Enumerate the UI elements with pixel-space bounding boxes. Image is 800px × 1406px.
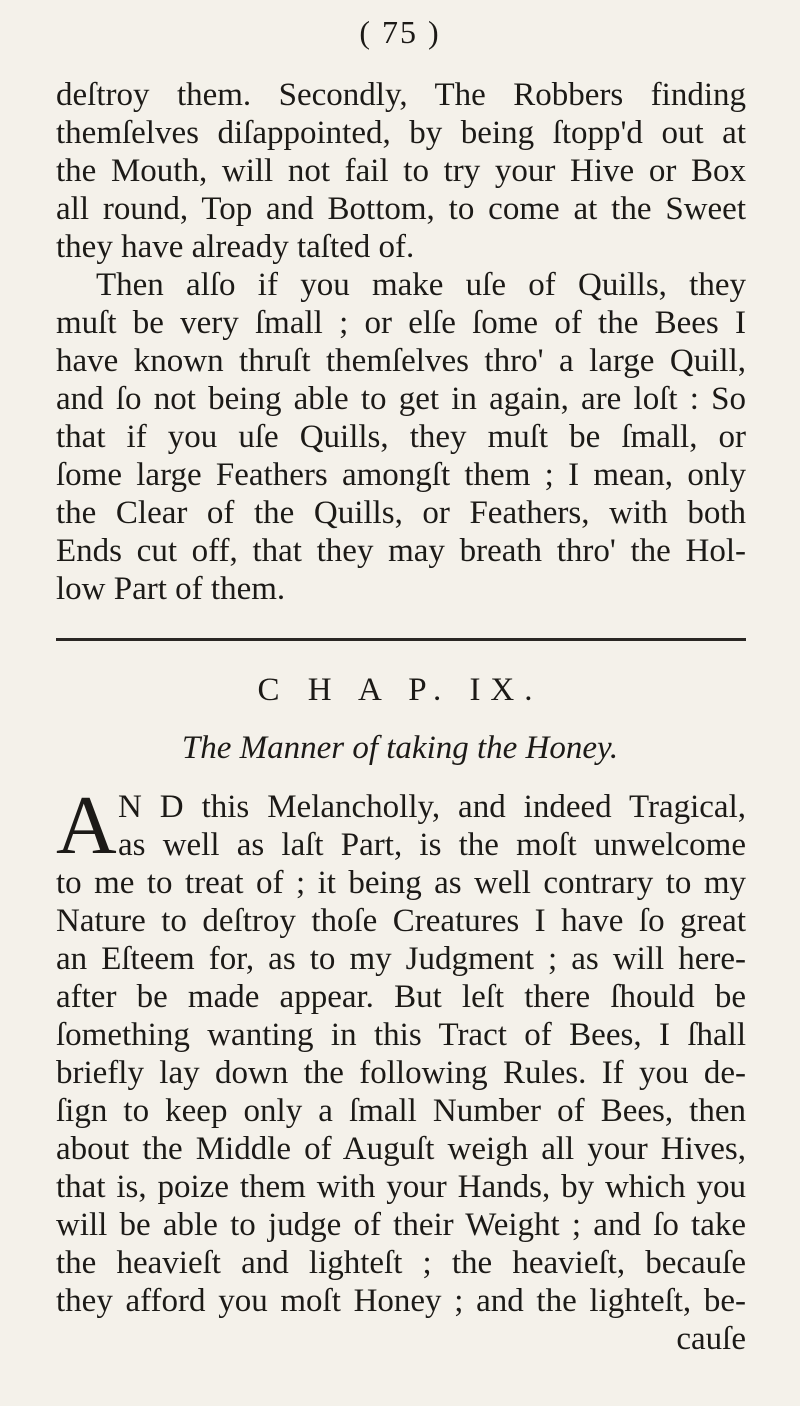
text-line: about the Middle of Auguſt weigh all your Hives, bbox=[56, 1131, 746, 1167]
text-line: an Eſteem for, as to my Judgment ; as will here- bbox=[56, 941, 746, 977]
text-line: muſt be very ſmall ; or elſe ſome of the Bees I bbox=[56, 305, 746, 341]
section-divider bbox=[56, 638, 746, 641]
text-line: will be able to judge of their Weight ; and ſo take bbox=[56, 1207, 746, 1243]
text-line: they afford you moſt Honey ; and the lighteſt, be- bbox=[56, 1283, 746, 1319]
catchword: cauſe bbox=[676, 1321, 746, 1357]
text-line: the heavieſt and lighteſt ; the heavieſt, becauſe bbox=[56, 1245, 746, 1281]
text-line: deſtroy them. Secondly, The Robbers finding bbox=[56, 77, 746, 113]
text-line: Then alſo if you make uſe of Quills, they bbox=[96, 267, 746, 303]
text-line: have known thruſt themſelves thro' a large Quill, bbox=[56, 343, 746, 379]
text-line: ſign to keep only a ſmall Number of Bees, then bbox=[56, 1093, 746, 1129]
text-line: the Clear of the Quills, or Feathers, with both bbox=[56, 495, 746, 531]
text-line: the Mouth, will not fail to try your Hive or Box bbox=[56, 153, 746, 189]
chapter-title: The Manner of taking the Honey. bbox=[181, 730, 619, 766]
chapter-heading: C H A P. IX. bbox=[257, 672, 543, 708]
text-line: and ſo not being able to get in again, are loſt : So bbox=[56, 381, 746, 417]
text-line: low Part of them. bbox=[56, 571, 286, 607]
page-number: ( 75 ) bbox=[359, 14, 441, 50]
text-line: Ends cut off, that they may breath thro' the Hol- bbox=[56, 533, 746, 569]
text-line: briefly lay down the following Rules. If you de- bbox=[56, 1055, 746, 1091]
text-line: ſome large Feathers amongſt them ; I mean, only bbox=[56, 457, 746, 493]
text-line: ſomething wanting in this Tract of Bees, I ſhall bbox=[56, 1017, 746, 1053]
text-line: after be made appear. But leſt there ſhould be bbox=[56, 979, 746, 1015]
text-line: that if you uſe Quills, they muſt be ſmall, or bbox=[56, 419, 746, 455]
text-line: Nature to deſtroy thoſe Creatures I have ſo great bbox=[56, 903, 746, 939]
text-line: they have already taſted of. bbox=[56, 229, 415, 265]
text-line: as well as laſt Part, is the moſt unwelcome bbox=[118, 827, 746, 863]
text-line: that is, poize them with your Hands, by which you bbox=[56, 1169, 746, 1205]
text-line: all round, Top and Bottom, to come at the Sweet bbox=[56, 191, 746, 227]
dropcap-letter: A bbox=[56, 779, 117, 872]
text-line: N D this Melancholly, and indeed Tragical, bbox=[118, 789, 746, 825]
text-line: to me to treat of ; it being as well contrary to my bbox=[56, 865, 746, 901]
text-line: themſelves diſappointed, by being ſtopp'd out at bbox=[56, 115, 746, 151]
